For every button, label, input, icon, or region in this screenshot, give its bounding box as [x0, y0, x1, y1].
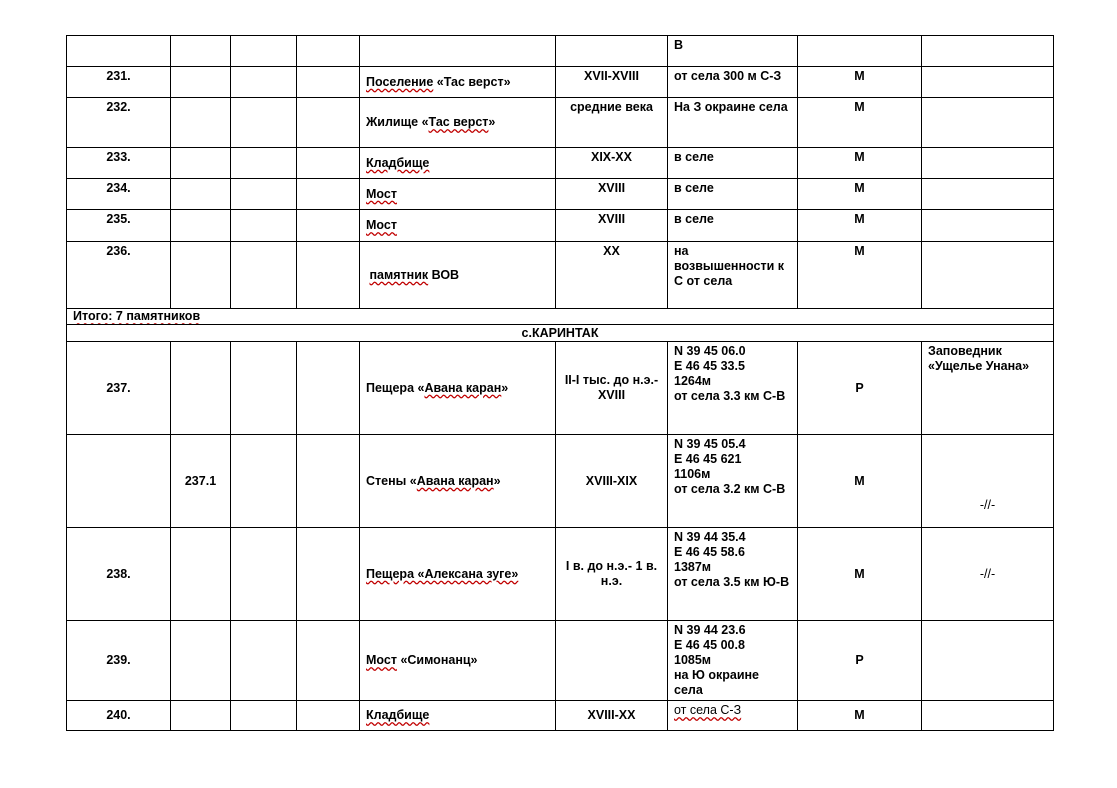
row-subnumber [171, 98, 231, 148]
site-name-suffix: «Симонанц» [396, 653, 478, 667]
site-name-prefix: Пещера « [366, 380, 425, 395]
row-subnumber [171, 210, 231, 242]
period-cell: I в. до н.э.- 1 в. н.э. [556, 528, 668, 621]
row-subnumber [171, 342, 231, 435]
site-name-cell [360, 148, 556, 179]
site-name-cell [360, 435, 556, 528]
row-number: 237. [67, 342, 171, 435]
period-cell [556, 36, 668, 67]
row-subnumber [171, 528, 231, 621]
empty-cell [297, 67, 360, 98]
row-subnumber [171, 36, 231, 67]
period-cell: XX [556, 242, 668, 309]
table-row [67, 528, 1054, 621]
site-name-underlined: Кладбище [366, 155, 430, 170]
monuments-table [66, 35, 1054, 731]
category-cell: Р [798, 621, 922, 701]
table-row [67, 701, 1054, 731]
empty-cell [297, 36, 360, 67]
period-cell: XVII-XVIII [556, 67, 668, 98]
period-cell: средние века [556, 98, 668, 148]
row-subnumber [171, 621, 231, 701]
period-cell: XVIII [556, 210, 668, 242]
empty-cell [297, 210, 360, 242]
empty-cell [297, 342, 360, 435]
empty-cell [231, 210, 297, 242]
row-number: 238. [67, 528, 171, 621]
location-cell: на возвышенности к С от села [668, 242, 798, 309]
site-name-underlined: памятник [369, 267, 429, 282]
note-cell [922, 98, 1054, 148]
category-cell: М [798, 242, 922, 309]
note-cell: -//- [922, 528, 1054, 621]
empty-cell [231, 342, 297, 435]
note-cell: Заповедник «Ущелье Унана» [922, 342, 1054, 435]
location-cell: На З окраине села [668, 98, 798, 148]
empty-cell [231, 67, 297, 98]
note-cell [922, 621, 1054, 701]
category-cell: Р [798, 342, 922, 435]
empty-cell [297, 621, 360, 701]
category-cell: М [798, 435, 922, 528]
row-number: 240. [67, 701, 171, 731]
site-name-underlined: Мост [366, 653, 397, 667]
site-name-cell [360, 67, 556, 98]
empty-cell [297, 98, 360, 148]
site-name-cell [360, 528, 556, 621]
village-header-row [67, 325, 1054, 342]
empty-cell [297, 528, 360, 621]
note-cell: -//- [922, 435, 1054, 528]
table-row [67, 36, 1054, 67]
empty-cell [297, 701, 360, 731]
site-name-cell [360, 621, 556, 701]
site-name-suffix: » [501, 380, 509, 395]
empty-cell [231, 242, 297, 309]
location-cell: N 39 45 06.0 E 46 45 33.5 1264м от села 3.3 км С-В [668, 342, 798, 435]
site-name-cell [360, 36, 556, 67]
row-number: 235. [67, 210, 171, 242]
empty-cell [231, 148, 297, 179]
site-name-cell [360, 242, 556, 309]
location-cell: N 39 44 35.4 E 46 45 58.6 1387м от села 3.5 км Ю-В [668, 528, 798, 621]
empty-cell [297, 148, 360, 179]
period-cell: XVIII-XX [556, 701, 668, 731]
site-name-underlined: Поселение [366, 74, 434, 89]
location-cell: В [668, 36, 798, 67]
row-number: 234. [67, 179, 171, 210]
category-cell [798, 36, 922, 67]
location-cell: от села 300 м С-З [668, 67, 798, 98]
note-cell [922, 67, 1054, 98]
empty-cell [297, 242, 360, 309]
period-cell: XVIII-XIX [556, 435, 668, 528]
empty-cell [231, 621, 297, 701]
category-cell: М [798, 67, 922, 98]
category-cell: М [798, 210, 922, 242]
site-name-underlined: Авана каран [424, 380, 502, 395]
site-name-suffix: » [488, 115, 496, 129]
site-name-underlined: Тас верст [428, 115, 489, 129]
row-number [67, 435, 171, 528]
site-name-cell [360, 210, 556, 242]
category-cell: М [798, 528, 922, 621]
period-cell [556, 621, 668, 701]
table-row [67, 179, 1054, 210]
note-cell [922, 36, 1054, 67]
site-name-underlined: Кладбище [366, 708, 430, 722]
note-cell [922, 701, 1054, 731]
site-name-cell [360, 342, 556, 435]
table-row [67, 148, 1054, 179]
category-cell: М [798, 148, 922, 179]
site-name-cell [360, 98, 556, 148]
row-subnumber [171, 701, 231, 731]
location-cell: в селе [668, 148, 798, 179]
site-name-suffix: ВОВ [428, 267, 460, 282]
location-cell: в селе [668, 179, 798, 210]
row-number: 236. [67, 242, 171, 309]
note-cell [922, 210, 1054, 242]
table-row [67, 98, 1054, 148]
row-number: 239. [67, 621, 171, 701]
row-number: 231. [67, 67, 171, 98]
row-subnumber [171, 67, 231, 98]
empty-cell [231, 36, 297, 67]
empty-cell [231, 98, 297, 148]
empty-cell [231, 179, 297, 210]
table-body [67, 36, 1054, 731]
table-row [67, 621, 1054, 701]
row-subnumber [171, 242, 231, 309]
row-subnumber [171, 148, 231, 179]
row-subnumber: 237.1 [171, 435, 231, 528]
site-name-prefix: Жилище « [366, 115, 429, 129]
location-cell: N 39 45 05.4 E 46 45 621 1106м от села 3.2 км С-В [668, 435, 798, 528]
location-cell: в селе [668, 210, 798, 242]
site-name-suffix: » [493, 473, 501, 488]
empty-cell [231, 435, 297, 528]
site-name-underlined: Мост [366, 186, 397, 201]
location-cell: от села С-З [668, 701, 798, 731]
site-name-cell [360, 179, 556, 210]
row-number: 232. [67, 98, 171, 148]
note-cell [922, 148, 1054, 179]
period-cell: XIX-XX [556, 148, 668, 179]
row-subnumber [171, 179, 231, 210]
site-name-underlined: Авана каран [416, 473, 494, 488]
empty-cell [297, 179, 360, 210]
table-row [67, 67, 1054, 98]
note-cell [922, 179, 1054, 210]
table-row [67, 435, 1054, 528]
table-row [67, 342, 1054, 435]
site-name-underlined: Пещера «Алексана зуге» [366, 566, 519, 581]
empty-cell [231, 528, 297, 621]
site-name-cell [360, 701, 556, 731]
site-name-prefix: Стены « [366, 473, 417, 488]
site-name-suffix: «Тас верст» [433, 74, 511, 89]
location-cell: N 39 44 23.6 E 46 45 00.8 1085м на Ю окраине села [668, 621, 798, 701]
total-row [67, 309, 1054, 325]
empty-cell [297, 435, 360, 528]
table-row [67, 242, 1054, 309]
empty-cell [231, 701, 297, 731]
row-number [67, 36, 171, 67]
row-number: 233. [67, 148, 171, 179]
category-cell: М [798, 98, 922, 148]
period-cell: XVIII [556, 179, 668, 210]
category-cell: М [798, 179, 922, 210]
village-title: с.КАРИНТАК [67, 325, 1054, 342]
site-name-underlined: Мост [366, 218, 397, 232]
period-cell: II-I тыс. до н.э.-XVIII [556, 342, 668, 435]
total-label: Итого: 7 памятников [67, 309, 1054, 325]
note-cell [922, 242, 1054, 309]
table-row [67, 210, 1054, 242]
category-cell: М [798, 701, 922, 731]
